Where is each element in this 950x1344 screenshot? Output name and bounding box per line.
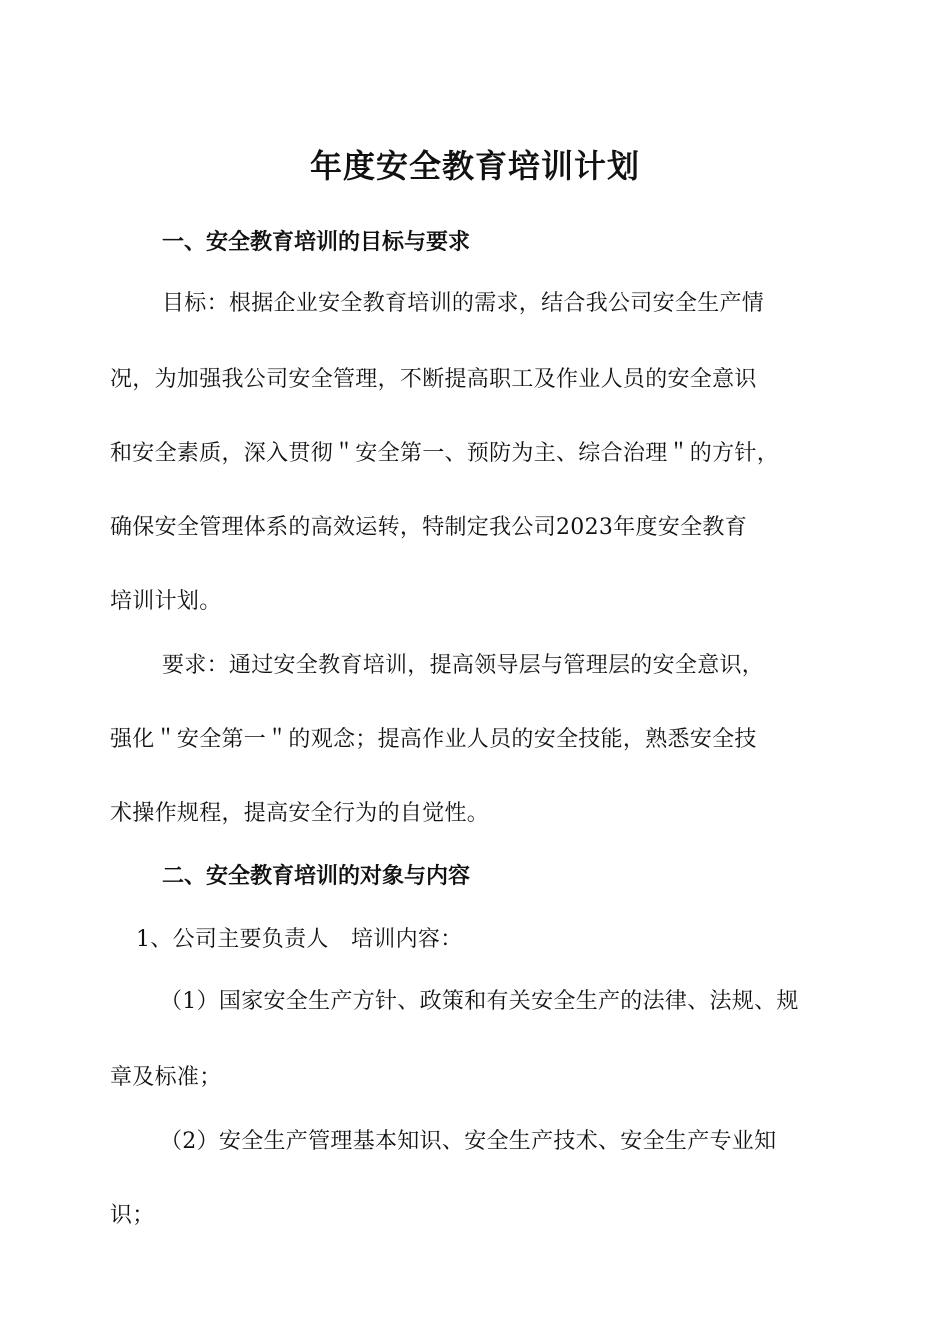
- paragraph-line: 要求：通过安全教育培训，提高领导层与管理层的安全意识，: [162, 653, 765, 678]
- paragraph-line: （2）安全生产管理基本知识、安全生产技术、安全生产专业知: [160, 1129, 777, 1154]
- section-heading-content: 二、安全教育培训的对象与内容: [162, 863, 471, 889]
- paragraph-line: 强化＂安全第一＂的观念；提高作业人员的安全技能，熟悉安全技: [110, 727, 757, 752]
- paragraph-line: 况，为加强我公司安全管理，不断提高职工及作业人员的安全意识: [110, 367, 757, 392]
- list-item-principal: 1、公司主要负责人 培训内容：: [136, 927, 463, 952]
- paragraph-line: 确保安全管理体系的高效运转，特制定我公司2023年度安全教育: [110, 515, 747, 540]
- section-heading-goals: 一、安全教育培训的目标与要求: [162, 229, 471, 255]
- paragraph-line: 目标：根据企业安全教育培训的需求，结合我公司安全生产情: [162, 291, 765, 316]
- paragraph-line: 章及标准；: [110, 1065, 222, 1090]
- paragraph-line: 术操作规程，提高安全行为的自觉性。: [110, 801, 490, 826]
- paragraph-line: 识；: [110, 1203, 155, 1228]
- paragraph-line: （1）国家安全生产方针、政策和有关安全生产的法律、法规、规: [160, 989, 799, 1014]
- document-title: 年度安全教育培训计划: [309, 147, 640, 185]
- paragraph-line: 培训计划。: [110, 589, 222, 614]
- paragraph-line: 和安全素质，深入贯彻＂安全第一、预防为主、综合治理＂的方针，: [110, 441, 780, 466]
